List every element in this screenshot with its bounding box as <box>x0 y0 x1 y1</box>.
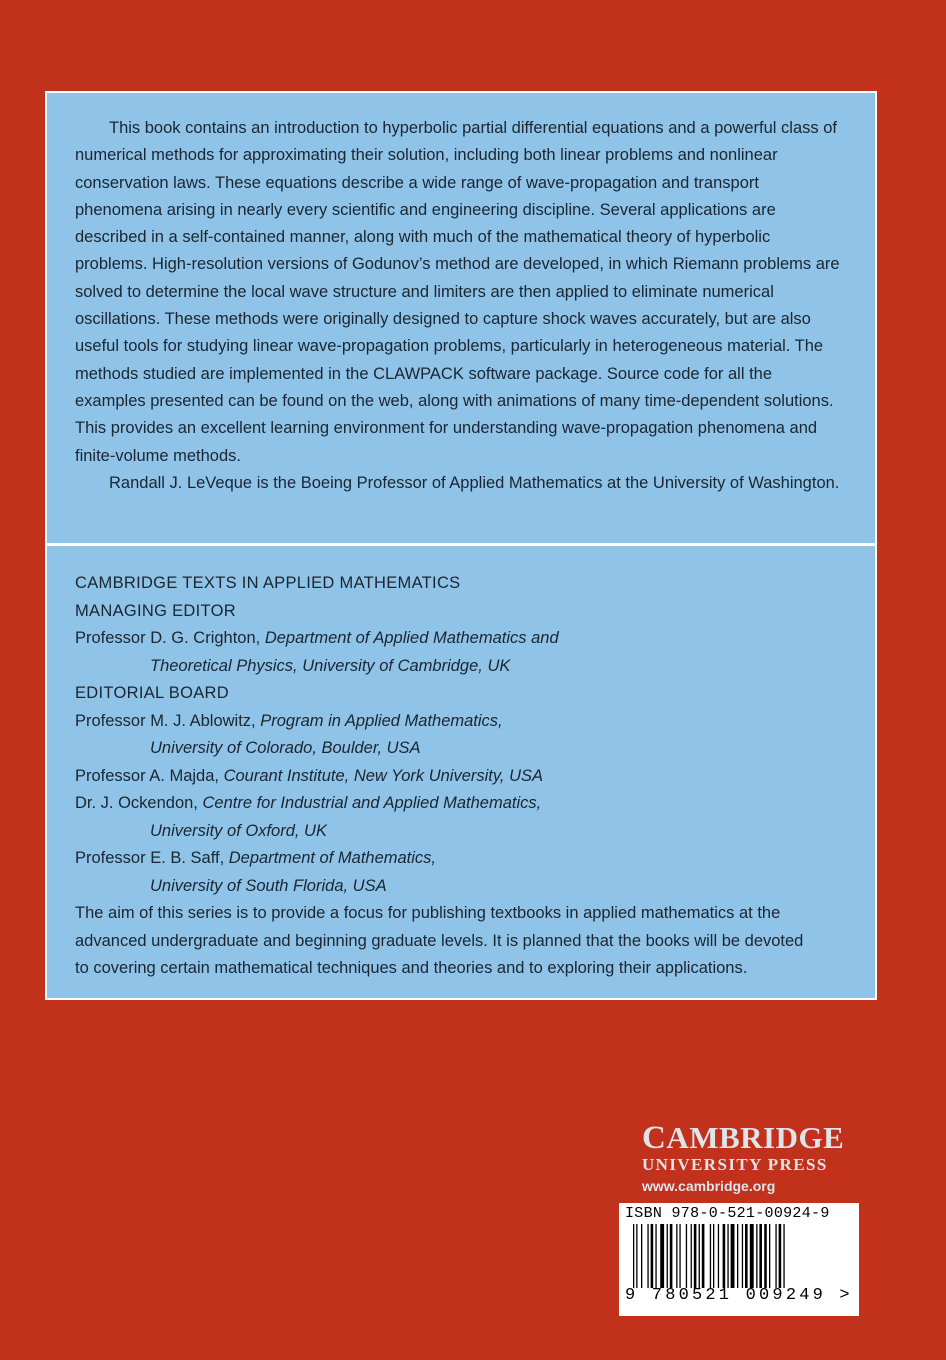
board-member-entry <box>75 790 847 818</box>
publisher-url: www.cambridge.org <box>642 1178 776 1194</box>
series-panel <box>45 544 877 1000</box>
publisher-name: CAMBRIDGE <box>642 1120 845 1156</box>
barcode-bar <box>633 1224 634 1288</box>
barcode-bar <box>641 1224 642 1288</box>
barcode-bar <box>779 1224 782 1288</box>
editorial-board-heading: EDITORIAL BOARD <box>75 684 229 702</box>
board-member-name: Dr. J. Ockendon, <box>75 794 203 812</box>
blurb-panel <box>45 91 877 545</box>
barcode-digits: 9 780521 009249 > <box>625 1286 853 1305</box>
barcode-bar <box>636 1224 637 1288</box>
barcode-bar <box>651 1224 654 1288</box>
board-member-affiliation: Program in Applied Mathematics, <box>260 711 503 730</box>
barcode-bar <box>775 1224 776 1288</box>
barcode-bar <box>742 1224 743 1288</box>
barcode-bar <box>679 1224 680 1288</box>
barcode-bar <box>699 1224 700 1288</box>
board-member-affiliation: Department of Mathematics, <box>228 849 437 867</box>
series-aim-line: to covering certain mathematical techniques and theories and to exploring their applications. <box>75 959 748 977</box>
barcode-bar <box>783 1224 784 1288</box>
barcode-bar <box>676 1224 677 1288</box>
managing-editor-affiliation-cont: Theoretical Physics, University of Cambridge, UK <box>150 656 511 675</box>
barcode-bar <box>686 1224 687 1288</box>
barcode-bar <box>710 1224 711 1288</box>
board-member-affiliation-cont: University of South Florida, USA <box>150 876 387 895</box>
managing-editor-name: Professor D. G. Crighton, <box>75 629 265 647</box>
board-member-entry <box>75 845 847 873</box>
barcode-bar <box>759 1224 762 1288</box>
barcode-bar <box>737 1224 738 1288</box>
barcode-bar <box>660 1224 664 1288</box>
barcode-bar <box>702 1224 705 1288</box>
barcode-bar <box>745 1224 748 1288</box>
publisher-logo <box>642 1122 860 1194</box>
barcode-bar <box>713 1224 714 1288</box>
board-member-affiliation: Centre for Industrial and Applied Mathematics, <box>202 794 542 812</box>
managing-editor-heading: MANAGING EDITOR <box>75 601 236 620</box>
barcode-bar <box>647 1224 648 1288</box>
barcode-bar <box>727 1224 728 1288</box>
barcode-bar <box>667 1224 668 1288</box>
barcode-bar <box>769 1224 770 1288</box>
managing-editor-entry <box>75 625 847 653</box>
barcode-bar <box>718 1224 719 1288</box>
board-member-affiliation-cont: University of Colorado, Boulder, USA <box>150 739 421 757</box>
board-member-name: Professor A. Majda, <box>75 766 224 785</box>
series-title: CAMBRIDGE TEXTS IN APPLIED MATHEMATICS <box>75 574 461 592</box>
barcode-bar <box>723 1224 726 1288</box>
barcode-bar <box>655 1224 656 1288</box>
barcode-bar <box>756 1224 757 1288</box>
author-bio: Randall J. LeVeque is the Boeing Professor of Applied Mathematics at the University of Washington. <box>109 473 840 492</box>
barcode-bar <box>670 1224 673 1288</box>
isbn-barcode <box>619 1203 859 1316</box>
barcode-bar <box>750 1224 754 1288</box>
board-member-affiliation: Courant Institute, New York University, USA <box>223 766 544 785</box>
barcode-bar <box>731 1224 735 1288</box>
board-member-name: Professor M. J. Ablowitz, <box>75 711 261 730</box>
barcode-bar <box>694 1224 697 1288</box>
isbn-label: ISBN 978-0-521-00924-9 <box>625 1205 830 1222</box>
series-aim-line: The aim of this series is to provide a focus for publishing textbooks in applied mathematics at the <box>75 904 781 922</box>
board-member-entry <box>75 763 847 791</box>
managing-editor-affiliation: Department of Applied Mathematics and <box>264 629 559 647</box>
series-aim-line: advanced undergraduate and beginning graduate levels. It is planned that the books will be devoted <box>75 931 804 950</box>
blurb-paragraph-1: This book contains an introduction to hyperbolic partial differential equations and a powerful class of numerical methods for approximating their solution, including both linear problems and nonlinear conservation laws. These equations describe a wide range of wave-propagation and transport phenomena arising in nearly every scientific and engineering discipline. Several applications are described in a self-contained manner, along with much of the mathematical theory of hyperbolic problems. High-resolution versions of Godunov’s method are developed, in which Riemann problems are solved to determine the local wave structure and limiters are then applied to eliminate numerical oscillations. These methods were originally designed to capture shock waves accurately, but are also useful tools for studying linear wave-propagation problems, particularly in heterogeneous material. The methods studied are implemented in the CLAWPACK software package. Source code for all the examples presented can be found on the web, along with animations of many time-dependent solutions. This provides an excellent learning environment for understanding wave-propagation phenomena and finite-volume methods. <box>75 119 840 465</box>
barcode-bar <box>691 1224 692 1288</box>
publisher-press: UNIVERSITY PRESS <box>642 1155 828 1174</box>
barcode-bar <box>764 1224 767 1288</box>
barcode-bars <box>625 1224 853 1288</box>
board-member-name: Professor E. B. Saff, <box>75 849 229 867</box>
board-member-entry <box>75 708 847 736</box>
board-member-affiliation-cont: University of Oxford, UK <box>150 821 327 840</box>
